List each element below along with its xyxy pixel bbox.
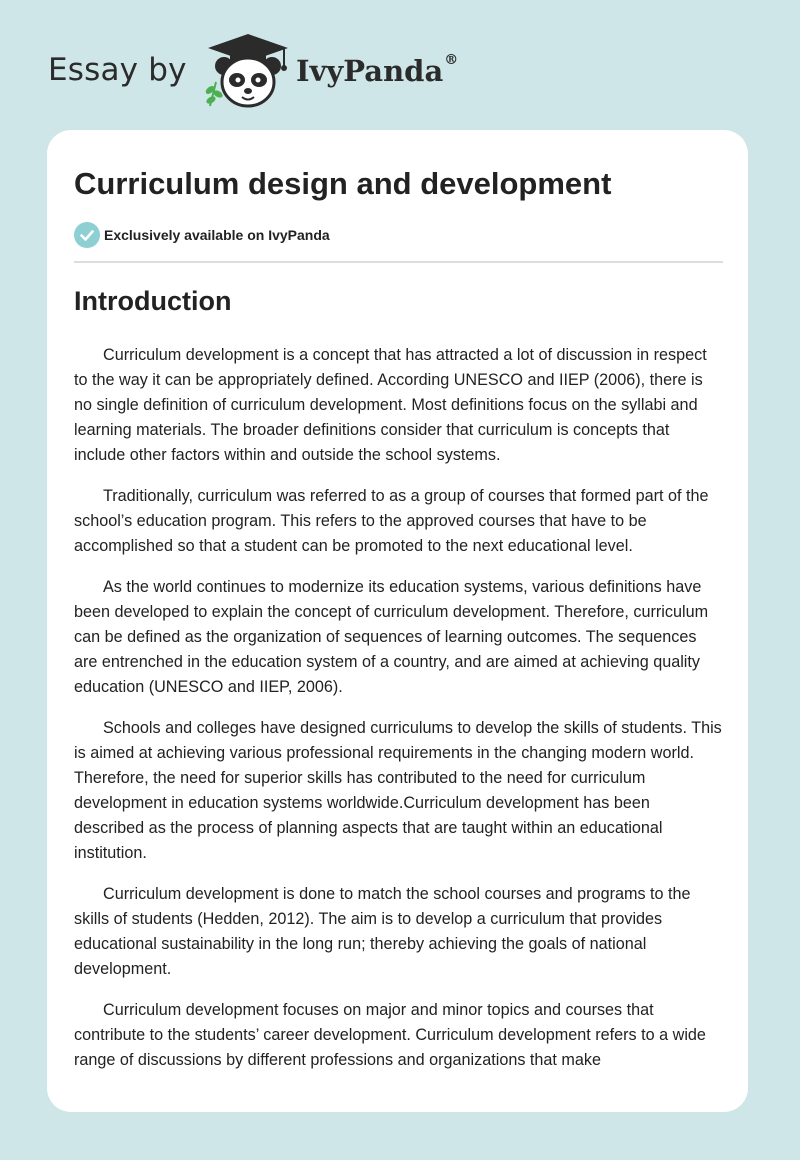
registered-mark: ® xyxy=(444,52,459,68)
essay-card xyxy=(47,130,748,1112)
panda-graduate-icon[interactable] xyxy=(200,30,296,110)
page-title: Curriculum design and development xyxy=(74,166,612,201)
checkmark-graphic xyxy=(74,222,100,248)
essay-body xyxy=(74,343,723,1089)
check-circle-icon xyxy=(74,222,100,248)
paragraph: Traditionally, curriculum was referred to as a group of courses that formed part of the school’s education program. This refers to the approved courses that have to be accomplished so that a student can be promoted to the next educational level. xyxy=(74,487,709,555)
paragraph: As the world continues to modernize its education systems, various definitions have been developed to explain the concept of curriculum development. Therefore, curriculum can be defined as the organization of sequences of learning outcomes. The sequences are entrenched in the education system of a country, and are aimed at achieving quality education (UNESCO and IIEP, 2006). xyxy=(74,578,709,696)
paragraph: Curriculum development focuses on major and minor topics and courses that contribute to the students’ career development. Curriculum development refers to a wide range of discussions by different professions and organizations that make xyxy=(74,1001,706,1069)
site-header xyxy=(48,30,568,110)
essay-by-label: Essay by xyxy=(48,52,187,88)
section-heading: Introduction xyxy=(74,286,232,316)
paragraph: Curriculum development is done to match the school courses and programs to the skills of students (Hedden, 2012). The aim is to develop a curriculum that provides educational sustainability in the long run; thereby achieving the goals of national development. xyxy=(74,885,691,978)
panda-logo-graphic xyxy=(200,30,296,110)
brand-name[interactable] xyxy=(296,54,458,88)
exclusive-badge-text: Exclusively available on IvyPanda xyxy=(104,227,330,243)
brand-name-text: IvyPanda xyxy=(296,54,444,88)
title-divider xyxy=(74,261,723,263)
paragraph: Schools and colleges have designed curriculums to develop the skills of students. This is aimed at achieving various professional requirements in the changing modern world. Therefore, the need for superior skills has contributed to the need for curriculum development in education systems worldwide.Curriculum development has been described as the process of planning aspects that are taught within an educational institution. xyxy=(74,719,722,862)
paragraph: Curriculum development is a concept that has attracted a lot of discussion in respect to the way it can be appropriately defined. According UNESCO and IIEP (2006), there is no single definition of curriculum development. Most definitions focus on the syllabi and learning materials. The broader definitions consider that curriculum is concepts that include other factors within and outside the school systems. xyxy=(74,346,707,464)
exclusive-badge xyxy=(74,222,330,248)
